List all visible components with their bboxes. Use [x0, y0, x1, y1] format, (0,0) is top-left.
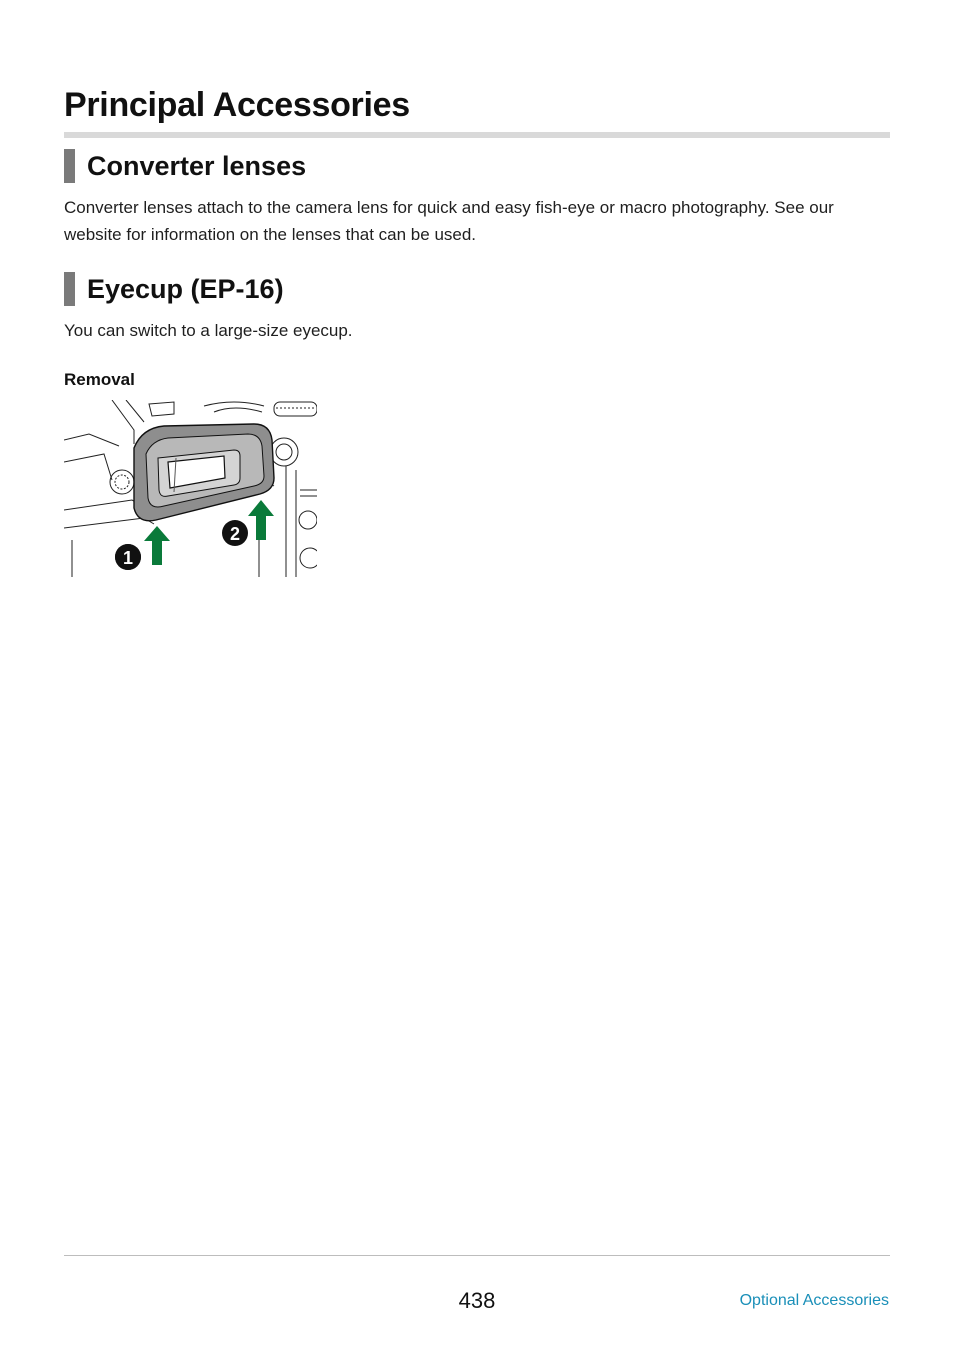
- removal-subheading: Removal: [64, 370, 135, 389]
- step-number: 2: [229, 524, 241, 544]
- section-heading-eyecup: [64, 271, 284, 307]
- step-number: 1: [122, 548, 134, 568]
- arrow-up-icon: [144, 526, 170, 565]
- eyecup-removal-illustration: [64, 400, 317, 577]
- converter-lenses-description: Converter lenses attach to the camera lens for quick and easy fish-eye or macro photography. See our website for information on the lenses that can be used.: [64, 198, 834, 244]
- section-title: Eyecup (EP-16): [87, 273, 284, 304]
- section-heading-converter-lenses: [64, 148, 306, 184]
- arrow-up-icon: [248, 500, 274, 540]
- footer-divider: [64, 1255, 890, 1256]
- optional-accessories-link[interactable]: Optional Accessories: [739, 1292, 889, 1309]
- eyecup-description: You can switch to a large-size eyecup.: [64, 321, 353, 340]
- heading-marker-bar: [64, 149, 75, 183]
- section-title: Converter lenses: [87, 150, 307, 181]
- page-title: Principal Accessories: [64, 86, 410, 124]
- title-divider: [64, 132, 890, 138]
- page-number: 438: [458, 1288, 496, 1313]
- heading-marker-bar: [64, 272, 75, 306]
